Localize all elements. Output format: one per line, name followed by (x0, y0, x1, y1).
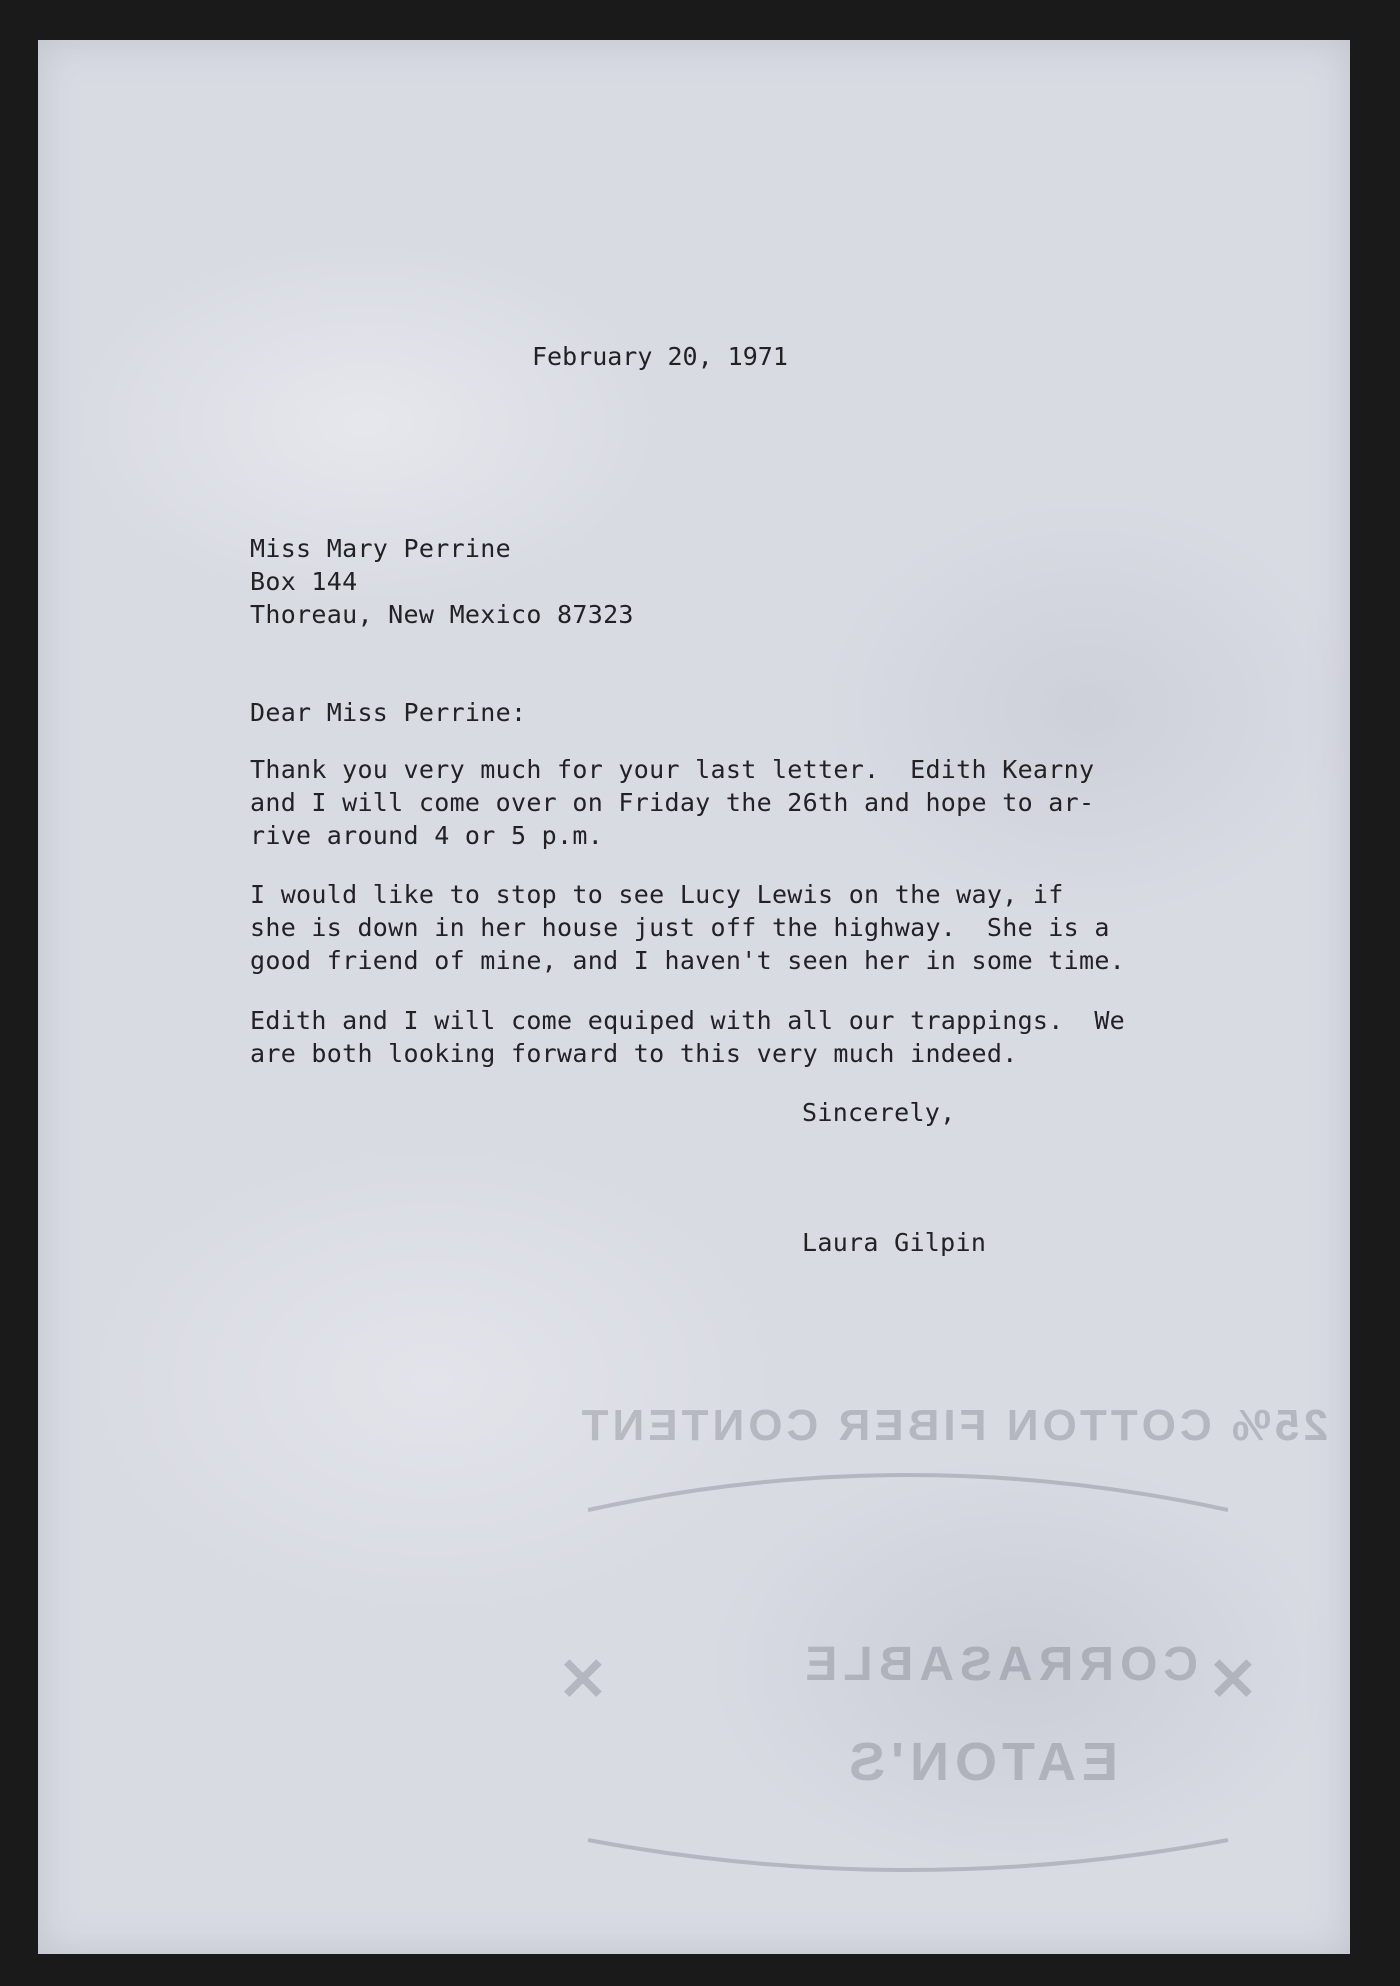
paragraph-line: she is down in her house just off the highway. She is a (250, 913, 1110, 942)
paragraph-line: I would like to stop to see Lucy Lewis on the way, if (250, 880, 1064, 909)
svg-text:✕: ✕ (557, 1646, 608, 1713)
paragraph-line: Edith and I will come equiped with all our trappings. We (250, 1006, 1126, 1035)
closing-text: Sincerely, (802, 1098, 956, 1127)
watermark-line: EATON'S (843, 1732, 1118, 1792)
salutation (250, 696, 526, 729)
paragraph-3 (250, 1004, 1125, 1070)
salutation-text: Dear Miss Perrine: (250, 698, 527, 727)
paragraph-line: Thank you very much for your last letter. Edith Kearny (250, 755, 1095, 784)
letter-date: February 20, 1971 (532, 342, 788, 371)
address-line: Thoreau, New Mexico 87323 (250, 600, 634, 629)
closing (802, 1096, 956, 1129)
address-line: Box 144 (250, 567, 358, 596)
svg-text:✕: ✕ (1207, 1646, 1258, 1713)
paragraph-2 (250, 878, 1125, 977)
paragraph-1 (250, 753, 1094, 852)
signature-name: Laura Gilpin (802, 1228, 987, 1257)
paragraph-line: are both looking forward to this very much indeed. (250, 1039, 1018, 1068)
signature (802, 1226, 986, 1259)
recipient-address (250, 532, 634, 631)
paragraph-line: and I will come over on Friday the 26th and hope to ar- (250, 788, 1095, 817)
address-line: Miss Mary Perrine (250, 534, 511, 563)
watermark-line: CORRASABLE (799, 1638, 1198, 1691)
watermark-line: 25% COTTON FIBER CONTENT (577, 1401, 1328, 1450)
paragraph-line: good friend of mine, and I haven't seen her in some time. (250, 946, 1126, 975)
paper-watermark (468, 1380, 1348, 1900)
letter-page (38, 40, 1350, 1954)
paragraph-line: rive around 4 or 5 p.m. (250, 821, 604, 850)
